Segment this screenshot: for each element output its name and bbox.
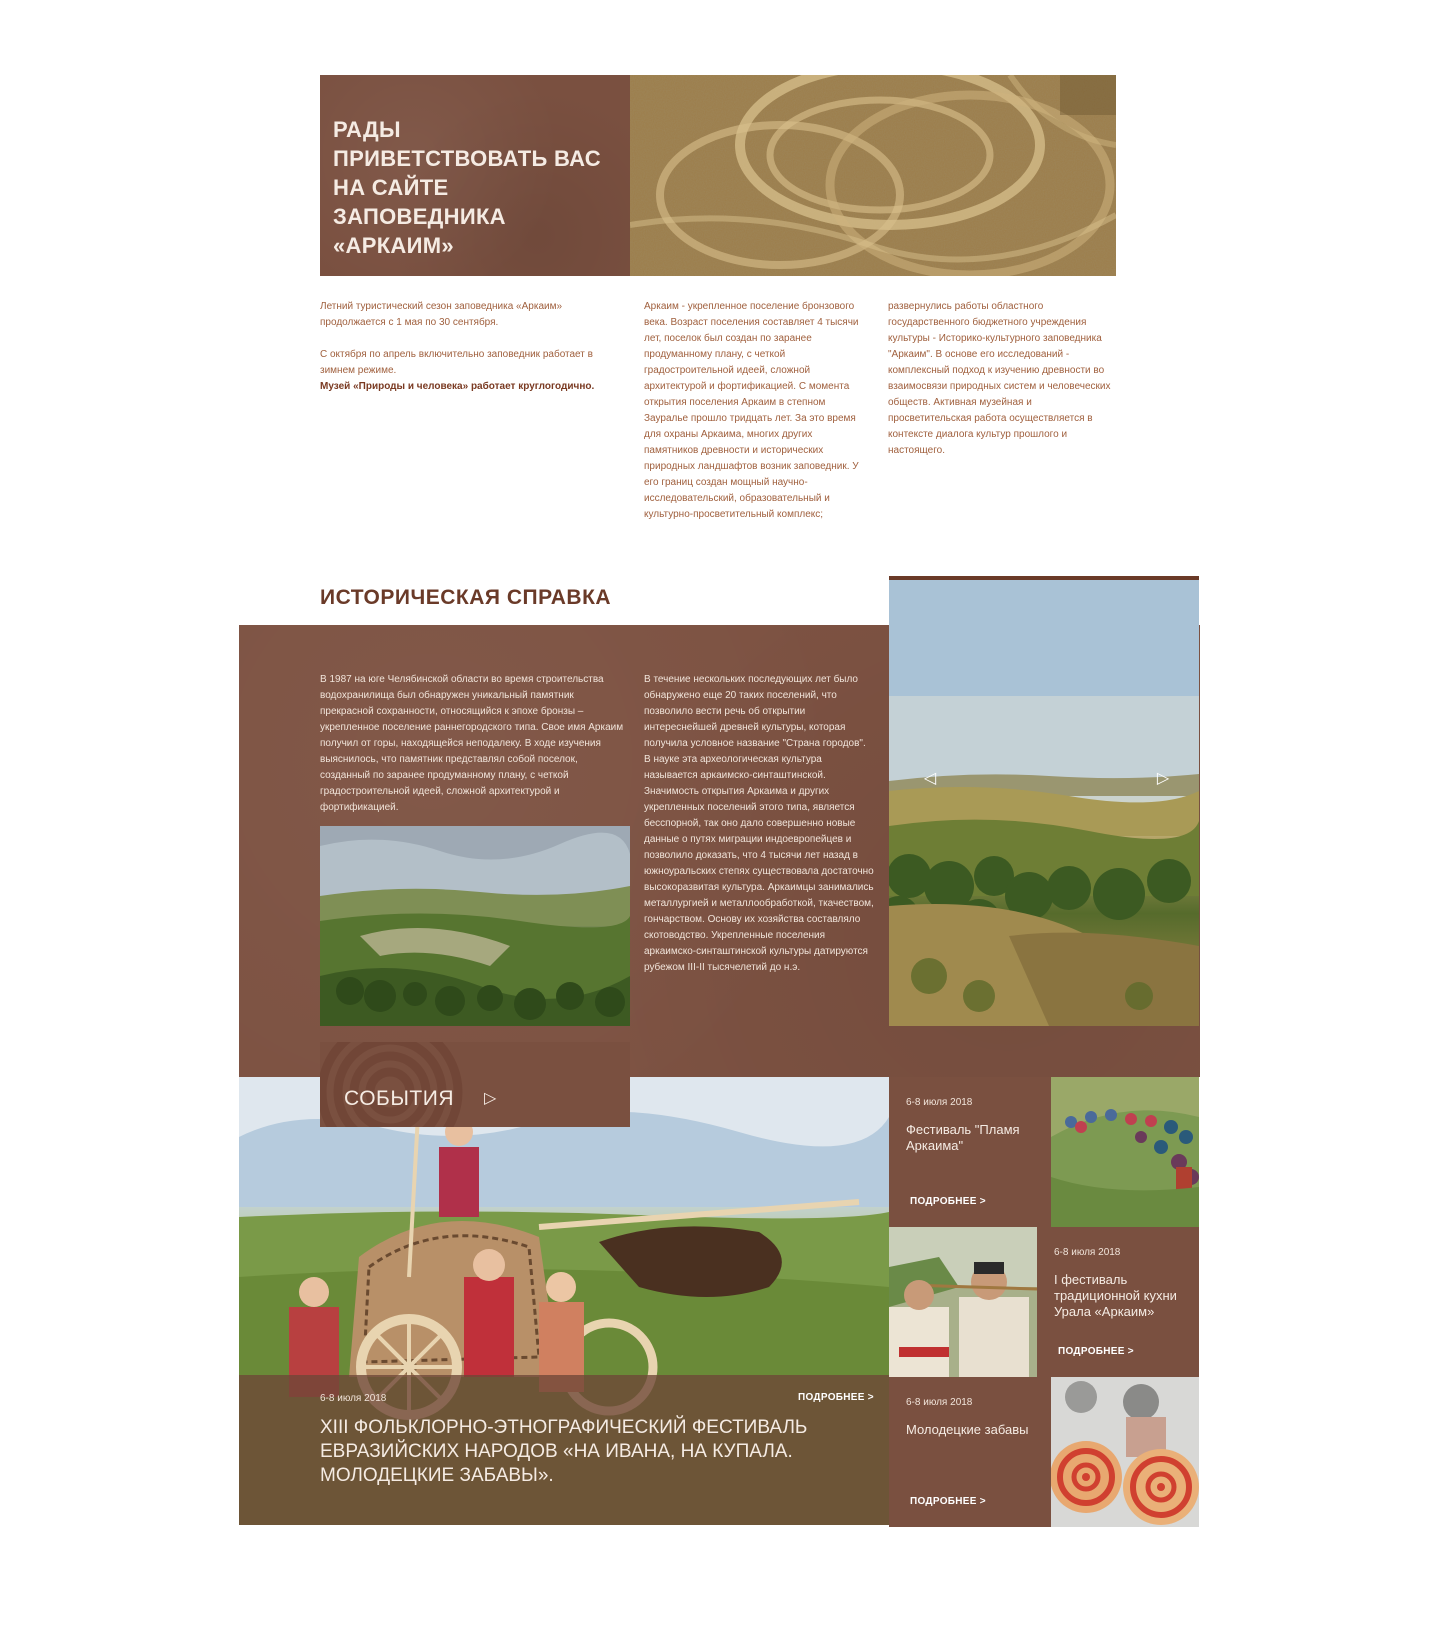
hero-title: РАДЫ ПРИВЕТСТВОВАТЬ ВАС НА САЙТЕ ЗАПОВЕДНИКА «АРКАИМ» [333, 117, 601, 258]
event-title[interactable]: Фестиваль "Пламя Аркаима" [906, 1122, 1020, 1153]
event-more-link[interactable]: ПОДРОБНЕЕ > [1058, 1346, 1134, 1357]
event-date: 6-8 июля 2018 [906, 1097, 973, 1108]
hero-title-panel [320, 75, 630, 276]
archer-image [889, 1227, 1037, 1377]
featured-event-more-link[interactable]: ПОДРОБНЕЕ > [798, 1392, 874, 1403]
hero-aerial-photo [630, 75, 1116, 276]
intro-column-1 [320, 299, 610, 395]
event-card-2[interactable] [1037, 1227, 1199, 1377]
event-1-photo[interactable] [1051, 1077, 1199, 1227]
event-card-1[interactable] [889, 1077, 1051, 1227]
intro-season-text: Летний туристический сезон заповедника «Аркаим» продолжается с 1 мая по 30 сентября. [320, 301, 563, 328]
intro-winter-text: С октября по апрель включительно заповедник работает в зимнем режиме. [320, 349, 593, 376]
steppe-landscape-image [320, 826, 630, 1026]
aerial-rings-image [630, 75, 1116, 276]
slider-next-button[interactable]: ▷ [1156, 770, 1170, 787]
event-2-photo[interactable] [889, 1227, 1037, 1377]
event-date: 6-8 июля 2018 [906, 1397, 973, 1408]
history-text-1: В 1987 на юге Челябинской области во время строительства водохранилища был обнаружен уникальный памятник прекрасной сохранности, относящийся к эпохе бронзы – укрепленное поселение раннегородского типа. Свое имя Аркаим получил от горы, находящейся неподалеку. В ходе изучения выяснилось, что памятник представлял собой поселок, созданный по заранее продуманному плану, с четкой градостроительной идеей, сложной архитектурой и фортификацией. [320, 674, 624, 813]
intro-museum-text: Музей «Природы и человека» работает круглогодично. [320, 381, 595, 392]
event-title[interactable]: I фестиваль традиционной кухни Урала «Аркаим» [1054, 1272, 1177, 1319]
event-3-photo[interactable] [1051, 1377, 1199, 1527]
history-text-2: В течение нескольких последующих лет было обнаружено еще 20 таких поселений, что позволило вести речь об открытии интереснейшей древней культуры, которая получила условное название "Страна городов". В науке эта археологическая культура называется аркаимско-синташтинской. Значимость открытия Аркаима и других укрепленных поселений этого типа, является бесспорной, так оно дало совершенно новые данные о путях миграции индоевропейцев и позволило доказать, что 4 тысячи лет назад в южноуральских степях существовала достаточно высокоразвитая культура. Аркаимцы занимались металлургией и металлообработкой, ткачеством, гончарством. Основу их хозяйства составляло скотоводство. Укрепленные поселения аркаимско-синташтинской культуры датируются рубежом III-II тысячелетий до н.э. [644, 674, 874, 973]
events-label: СОБЫТИЯ [344, 1087, 454, 1110]
hero-banner [320, 75, 1116, 276]
events-section-link[interactable] [320, 1042, 630, 1127]
intro-column-2: Аркаим - укрепленное поселение бронзового века. Возраст поселения составляет 4 тысячи лет, поселок был создан по заранее продуманному плану, с четкой градостроительной идеей, сложной архитектурой и фортификацией. С момента открытия поселения Аркаим в степном Зауралье прошло тридцать лет. За это время для охраны Аркаима, многих других памятников древности и исторических природных ландшафтов возник заповедник. У его границ создан мощный научно-исследовательский, образовательный и культурно-просветительный комплекс; [644, 301, 859, 520]
featured-event-date: 6-8 июля 2018 [320, 1393, 387, 1404]
play-arrow-icon: ▷ [484, 1090, 497, 1107]
event-more-link[interactable]: ПОДРОБНЕЕ > [910, 1196, 986, 1207]
spiral-ornament-icon [320, 1042, 630, 1127]
warriors-shields-image [1051, 1377, 1199, 1527]
history-steppe-photo [320, 826, 630, 1026]
history-heading: ИСТОРИЧЕСКАЯ СПРАВКА [320, 586, 612, 609]
steppe-hills-image [889, 576, 1199, 1026]
event-date: 6-8 июля 2018 [1054, 1247, 1121, 1258]
intro-column-3: развернулись работы областного государственного бюджетного учреждения культуры - Историко-культурного заповедника "Аркаим". В основе его исследований - комплексный подход к изучению древности во взаимосвязи природных систем и человеческих обществ. Активная музейная и просветительская работа осуществляется в контексте диалога культур прошлого и настоящего. [888, 301, 1111, 456]
slider-top-border [889, 576, 1199, 580]
slider-prev-button[interactable]: ◁ [923, 770, 937, 787]
event-more-link[interactable]: ПОДРОБНЕЕ > [910, 1496, 986, 1507]
history-photo-slider[interactable] [889, 576, 1199, 1026]
crowd-on-hill-image [1051, 1077, 1199, 1227]
event-card-3[interactable] [889, 1377, 1051, 1527]
featured-event-title[interactable]: XIII ФОЛЬКЛОРНО-ЭТНОГРАФИЧЕСКИЙ ФЕСТИВАЛЬ ЕВРАЗИЙСКИХ НАРОДОВ «НА ИВАНА, НА КУПАЛА. МОЛОДЕЦКИЕ ЗАБАВЫ». [320, 1417, 808, 1486]
event-title[interactable]: Молодецкие забавы [906, 1422, 1029, 1437]
